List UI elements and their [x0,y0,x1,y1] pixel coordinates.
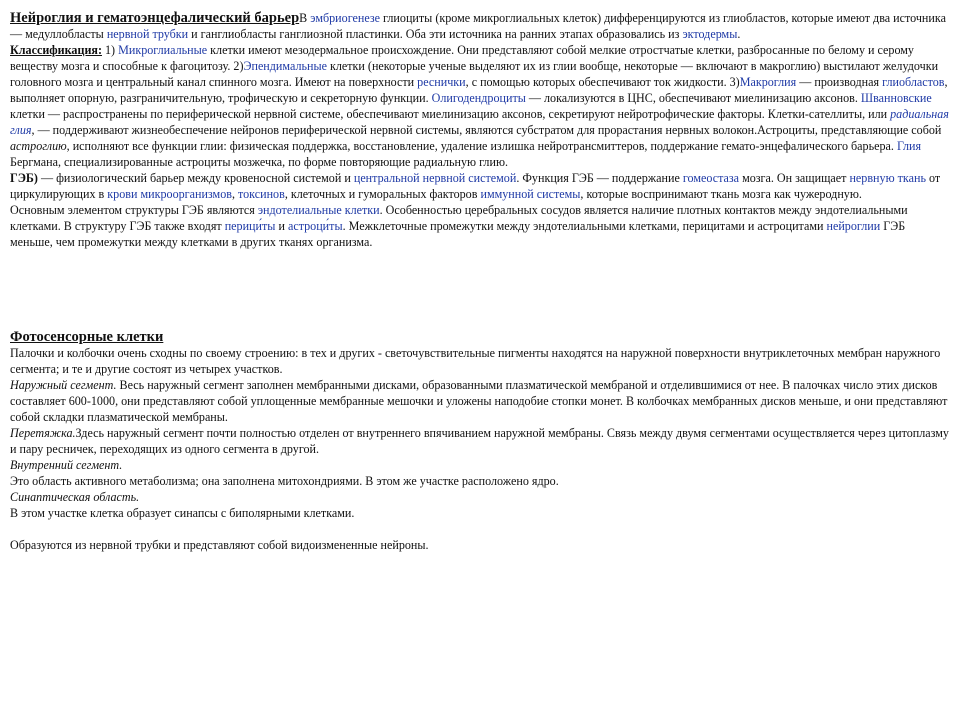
term-link[interactable]: Глия [896,139,922,153]
text-run: , исполняют все функции глии: физическая поддержка, восстановление, удаление излишка нейротрансмиттеров, поддержание гемато-энцефалического барьера. [66,139,897,153]
text-run: и ганглиобласты ганглиозной пластинки. Оба эти источника на ранних этапах образовались из [188,27,683,41]
section-neuroglia [10,10,950,250]
text-run: и [275,219,288,233]
paragraph [10,505,950,521]
term-link[interactable]: иммунной системы [480,187,581,201]
term-link[interactable]: эндотелиальные клетки [257,203,380,217]
term-link[interactable]: Микроглиальные [118,43,208,57]
term-link[interactable]: Макроглия [739,75,797,89]
text-run: . Межклеточные промежутки между эндотелиальными клетками, перицитами и астроцитами [342,219,827,233]
paragraph [10,345,950,377]
term-link[interactable]: эктодермы [682,27,738,41]
bold-label: ГЭБ) [10,171,38,185]
text-run: Бергмана, специализированные астроциты мозжечка, по форме повторяющие радиальную глию. [10,155,508,169]
text-run: . [737,27,741,41]
text-run: , [231,187,238,201]
text-run: . Функция ГЭБ — поддержание [516,171,683,185]
section-title: Нейроглия и гематоэнцефалический барьер [10,10,300,26]
paragraph [10,202,950,250]
term-link[interactable]: крови [107,187,138,201]
document-page [10,10,950,553]
text-run: глиоциты (кроме микроглиальных клеток) дифференцируются из глиобластов, которые имеют два источника — медуллобласты [10,11,946,41]
paragraph-gap [10,521,950,537]
text-run: Весь наружный сегмент заполнен мембранными дисками, образованными плазматической мембраной и отделившимися от нее. В палочках число этих дисков составляет 600-1000, они представляют собой уплощенные мембранные мешочки и уложены наподобие стопки монет. В колбочках мембранных дисков меньше, и они представляют собой складки плазматической мембраны. [10,378,948,424]
paragraph [10,377,950,425]
term-link[interactable]: нейроглии [826,219,881,233]
term-link[interactable]: радиальная глия [10,107,949,137]
term-link[interactable]: нервную ткань [849,171,926,185]
italic-term: Наружный сегмент. [10,378,117,392]
text-run: , выполняет опорную, разграничительную, трофическую и секреторную функции. [10,75,948,105]
text-run: 1) [101,43,119,57]
italic-term: астроглию [10,139,67,153]
text-run: Палочки и колбочки очень сходны по своему строению: в тех и других - светочувствительные пигменты находятся на наружной поверхности внутриклеточных мембран наружного сегмента; и те и другие состоят из четырех участков. [10,346,941,376]
paragraph [10,489,950,505]
text-run: от циркулирующих в [10,171,941,201]
paragraph [10,473,950,489]
term-link[interactable]: токсинов [238,187,285,201]
text-run: В [299,11,311,25]
paragraph [10,42,950,170]
term-link[interactable]: Эпендимальные [243,59,327,73]
paragraph [10,425,950,457]
paragraph [10,10,950,42]
text-run: В этом участке клетка образует синапсы с биполярными клетками. [10,506,355,520]
text-run: клетки — распространены по периферической нервной системе, обеспечивают миелинизацию аксонов, секретируют нейротрофические факторы. Клетки-сателлиты, или [10,107,891,121]
term-link[interactable]: астроци́ты [287,219,343,233]
term-link[interactable]: Шванновские [860,91,932,105]
paragraph [10,329,950,345]
term-link[interactable]: микроорганизмов [140,187,232,201]
text-run: , которые воспринимают ткань мозга как чужеродную. [580,187,862,201]
closing-paragraph: Образуются из нервной трубки и представляют собой видоизмененные нейроны. [10,538,429,552]
text-run: — производная [796,75,883,89]
term-link[interactable]: Олигодендроциты [431,91,526,105]
text-run: ГЭБ меньше, чем промежутки между клетками в других тканях организма. [10,219,906,249]
text-run: , с помощью которых обеспечивают ток жидкости. 3) [465,75,740,89]
term-link[interactable]: нервной трубки [106,27,189,41]
text-run: клетки (некоторые ученые выделяют их из глии вообще, некоторые — включают в макроглию) выстилают желудочки головного мозга и центральный канал спинного мозга. Имеют на поверхности [10,59,939,89]
text-run: — физиологический барьер между кровеносной системой и [37,171,354,185]
text-run: мозга. Он защищает [739,171,850,185]
section-photosensory [10,329,950,521]
text-run: , — поддерживают жизнеобеспечение нейронов периферической нервной системы, являются субстратом для прорастания нервных волокон.Астроциты, представляющие собой [31,123,942,137]
italic-term: Синаптическая область. [10,490,140,504]
text-run: . Особенностью церебральных сосудов является наличие плотных контактов между эндотелиальными клетками. В структуру ГЭБ также входят [10,203,908,233]
term-link[interactable]: перици́ты [224,219,276,233]
bold-label: Классификация: [10,43,102,57]
paragraph [10,457,950,473]
term-link[interactable]: глиобластов [882,75,945,89]
section-title: Фотосенсорные клетки [10,329,164,345]
term-link[interactable]: реснички [417,75,466,89]
term-link[interactable]: центральной нервной системой [353,171,517,185]
section-gap [10,250,950,329]
text-run: , клеточных и гуморальных факторов [284,187,481,201]
term-link[interactable]: гомеостаза [682,171,740,185]
text-run: Это область активного метаболизма; она заполнена митохондриями. В этом же участке расположено ядро. [10,474,559,488]
text-run: Здесь наружный сегмент почти полностью отделен от внутреннего впячиванием наружной мембраны. Связь между двумя сегментами осуществляется через цитоплазму и пару ресничек, переходящих из одного сегмента в другой. [10,426,949,456]
italic-term: Перетяжка. [10,426,76,440]
text-run: Основным элементом структуры ГЭБ являются [10,203,258,217]
text-run: клетки имеют мезодермальное происхождение. Они представляют собой мелкие отростчатые клетки, разбросанные по белому и серому веществу мозга и способные к фагоцитозу. 2) [10,43,914,73]
italic-term: Внутренний сегмент. [10,458,123,472]
term-link[interactable]: эмбриогенезе [310,11,381,25]
paragraph [10,170,950,202]
text-run: — локализуются в ЦНС, обеспечивают миелинизацию аксонов. [525,91,861,105]
